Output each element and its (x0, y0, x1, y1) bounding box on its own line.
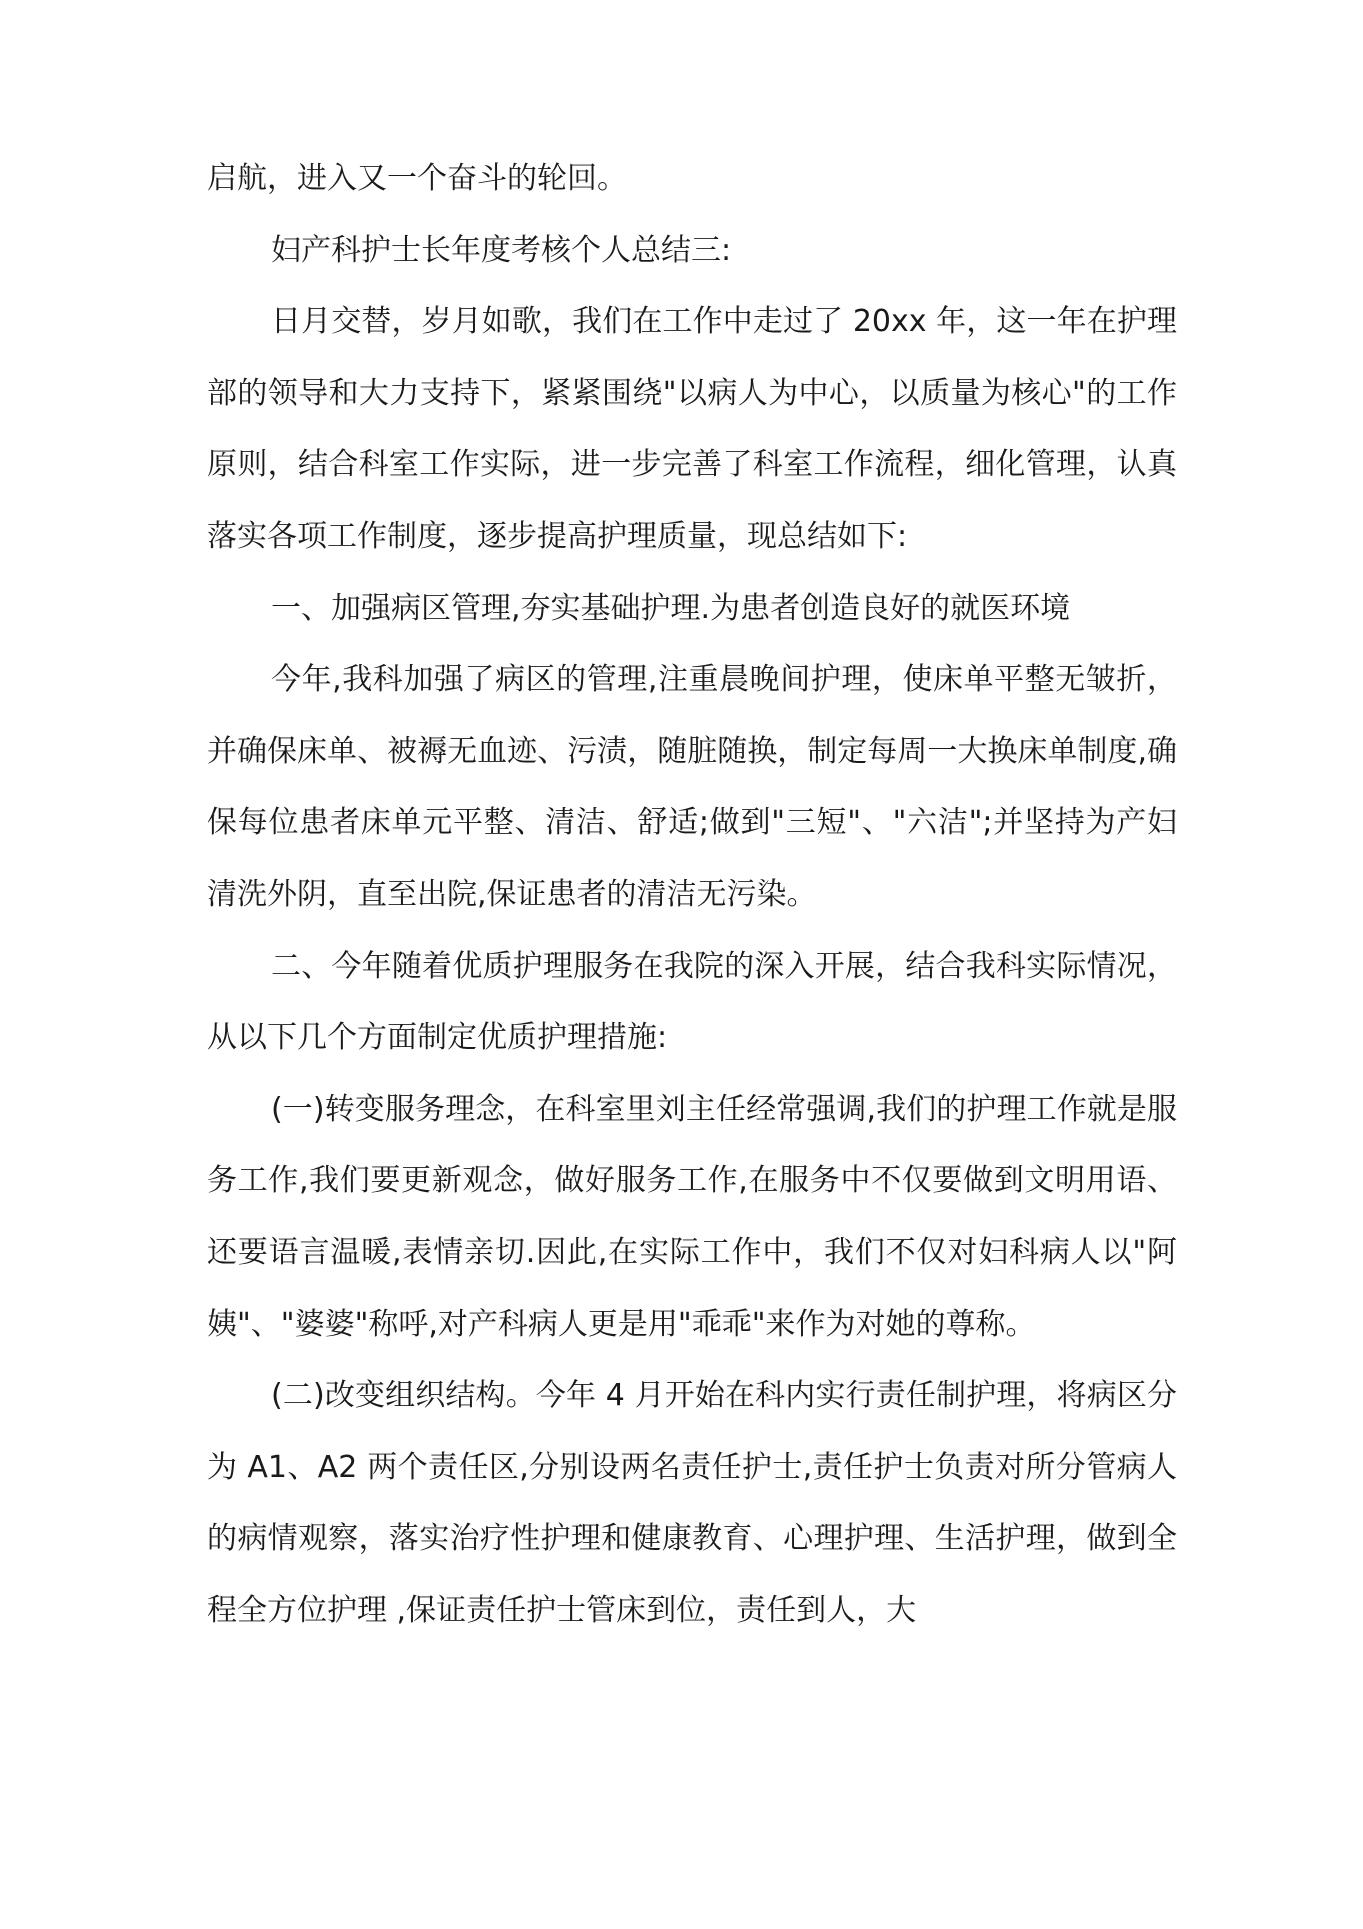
document-body (207, 143, 1177, 1646)
subheading-two: 二、今年随着优质护理服务在我院的深入开展，结合我科实际情况，从以下几个方面制定优质护理措施: (207, 948, 1177, 1056)
section-heading: 妇产科护士长年度考核个人总结三: (271, 232, 732, 268)
paragraph-service-concept: (一)转变服务理念，在科室里刘主任经常强调,我们的护理工作就是服务工作,我们要更新观念，做好服务工作,在服务中不仅要做到文明用语、还要语言温暖,表情亲切.因此,在实际工作中，我们不仅对妇科病人以"阿姨"、"婆婆"称呼,对产科病人更是用"乖乖"来作为对她的尊称。 (207, 1091, 1177, 1342)
paragraph-intro: 日月交替，岁月如歌，我们在工作中走过了 20xx 年，这一年在护理部的领导和大力支持下，紧紧围绕"以病人为中心，以质量为核心"的工作原则，结合科室工作实际，进一步完善了科室工作流程，细化管理，认真落实各项工作制度，逐步提高护理质量，现总结如下: (207, 304, 1177, 554)
paragraph-continuation: 启航，进入又一个奋斗的轮回。 (207, 161, 627, 196)
subheading-one: 一、加强病区管理,夯实基础护理.为患者创造良好的就医环境 (271, 590, 1071, 626)
paragraph-ward-management: 今年,我科加强了病区的管理,注重晨晚间护理，使床单平整无皱折，并确保床单、被褥无血迹、污渍，随脏随换，制定每周一大换床单制度,确保每位患者床单元平整、清洁、舒适;做到"三短"、"六洁";并坚持为产妇清洗外阴，直至出院,保证患者的清洁无污染。 (207, 662, 1177, 912)
paragraph-organization: (二)改变组织结构。今年 4 月开始在科内实行责任制护理，将病区分为 A1、A2 两个责任区,分别设两名责任护士,责任护士负责对所分管病人的病情观察，落实治疗性护理和健康教育、心理护理、生活护理，做到全程全方位护理 ,保证责任护士管床到位，责任到人，大 (207, 1378, 1177, 1628)
